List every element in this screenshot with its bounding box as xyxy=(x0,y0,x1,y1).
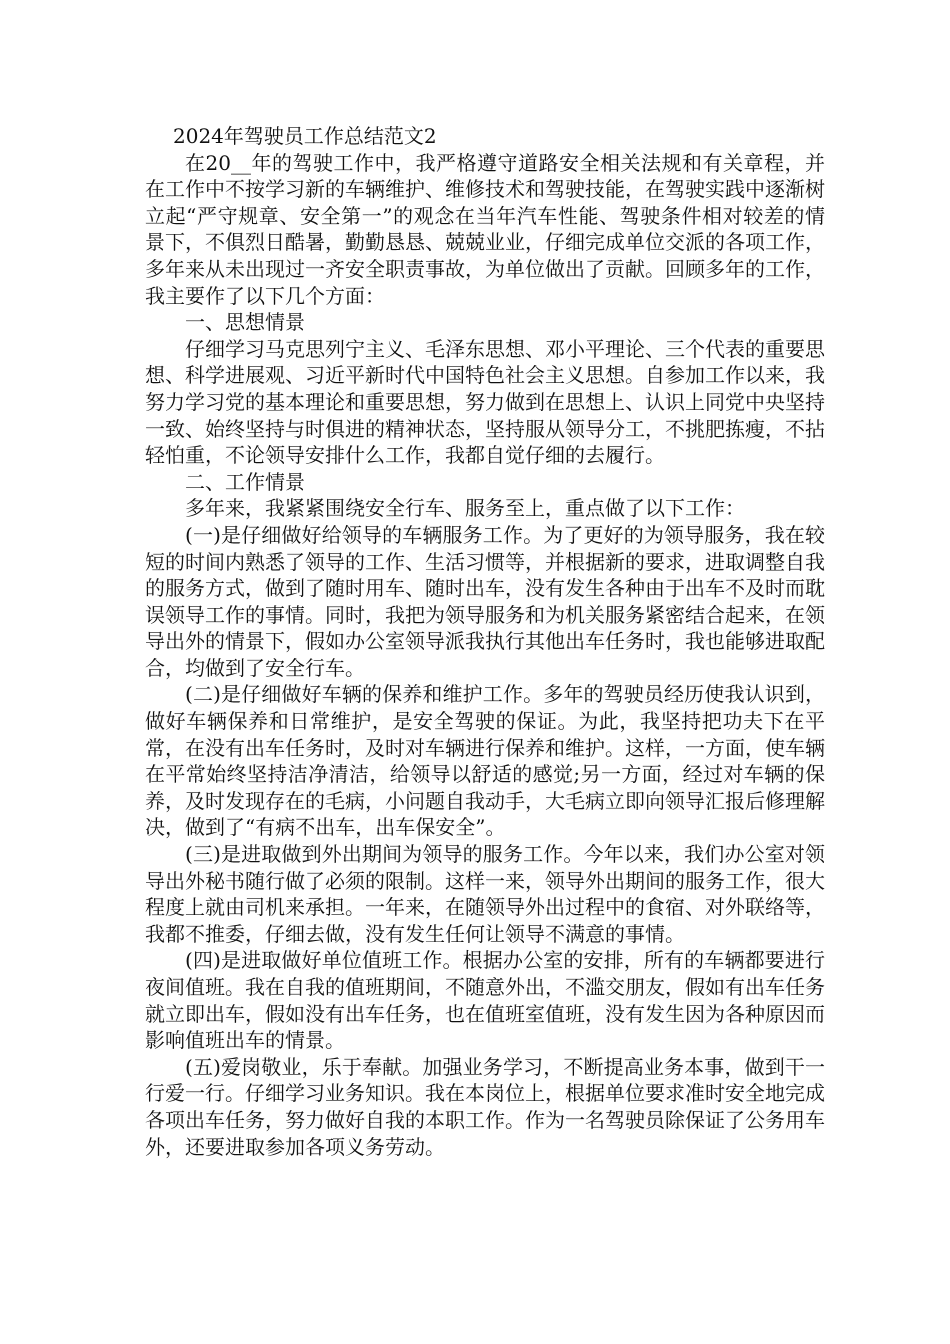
work-item-3-paragraph: (三)是进取做到外出期间为领导的服务工作。今年以来，我们办公室对领导出外秘书随行做了必须的限制。这样一来，领导外出期间的服务工作，很大程度上就由司机来承担。一年来，在随领导外出过程中的食宿、对外联络等，我都不推委，仔细去做，没有发生任何让领导不满意的事情。 xyxy=(145,842,825,946)
section-heading-work: 二、工作情景 xyxy=(185,469,305,494)
document-body xyxy=(145,123,825,1160)
work-item-1-paragraph: (一)是仔细做好给领导的车辆服务工作。为了更好的为领导服务，我在较短的时间内熟悉了领导的工作、生活习惯等，并根据新的要求，进取调整自我的服务方式，做到了随时用车、随时出车，没有发生各种由于出车不及时而耽误领导工作的事情。同时，我把为领导服务和为机关服务紧密结合起来，在领导出外的情景下，假如办公室领导派我执行其他出车任务时，我也能够进取配合，均做到了安全行车。 xyxy=(145,522,825,680)
work-item-5-paragraph: (五)爱岗敬业，乐于奉献。加强业务学习，不断提高业务本事，做到干一行爱一行。仔细学习业务知识。我在本岗位上，根据单位要求准时安全地完成各项出车任务，努力做好自我的本职工作。作为一名驾驶员除保证了公务用车外，还要进取参加各项义务劳动。 xyxy=(145,1054,825,1159)
thought-paragraph: 仔细学习马克思列宁主义、毛泽东思想、邓小平理论、三个代表的重要思想、科学进展观、习近平新时代中国特色社会主义思想。自参加工作以来，我努力学习党的基本理论和重要思想，努力做到在思想上、认识上同党中央坚持一致、始终坚持与时俱进的精神状态，坚持服从领导分工，不挑肥拣瘦，不拈轻怕重，不论领导安排什么工作，我都自觉仔细的去履行。 xyxy=(145,336,825,468)
work-item-2-paragraph: (二)是仔细做好车辆的保养和维护工作。多年的驾驶员经历使我认识到，做好车辆保养和日常维护，是安全驾驶的保证。为此，我坚持把功夫下在平常，在没有出车任务时，及时对车辆进行保养和维护。这样，一方面，使车辆在平常始终坚持洁净清洁，给领导以舒适的感觉;另一方面，经过对车辆的保养，及时发现存在的毛病，小问题自我动手，大毛病立即向领导汇报后修理解决，做到了“有病不出车，出车保安全”。 xyxy=(145,682,825,840)
work-intro-paragraph: 多年来，我紧紧围绕安全行车、服务至上，重点做了以下工作： xyxy=(185,496,745,521)
document-title: 2024年驾驶员工作总结范文2 xyxy=(173,124,437,148)
work-item-4-paragraph: (四)是进取做好单位值班工作。根据办公室的安排，所有的车辆都要进行夜间值班。我在自我的值班期间，不随意外出，不滥交朋友，假如有出车任务就立即出车，假如没有出车任务，也在值班室值班，没有发生因为各种原因而影响值班出车的情景。 xyxy=(145,948,825,1053)
intro-paragraph: 在20__年的驾驶工作中，我严格遵守道路安全相关法规和有关章程，并在工作中不按学习新的车辆维护、维修技术和驾驶技能，在驾驶实践中逐渐树立起“严守规章、安全第一”的观念在当年汽车性能、驾驶条件相对较差的情景下，不俱烈日酷暑，勤勤恳恳、兢兢业业，仔细完成单位交派的各项工作，多年来从未出现过一齐安全职责事故，为单位做出了贡献。回顾多年的工作，我主要作了以下几个方面： xyxy=(145,150,825,308)
section-heading-thought: 一、思想情景 xyxy=(185,310,305,335)
